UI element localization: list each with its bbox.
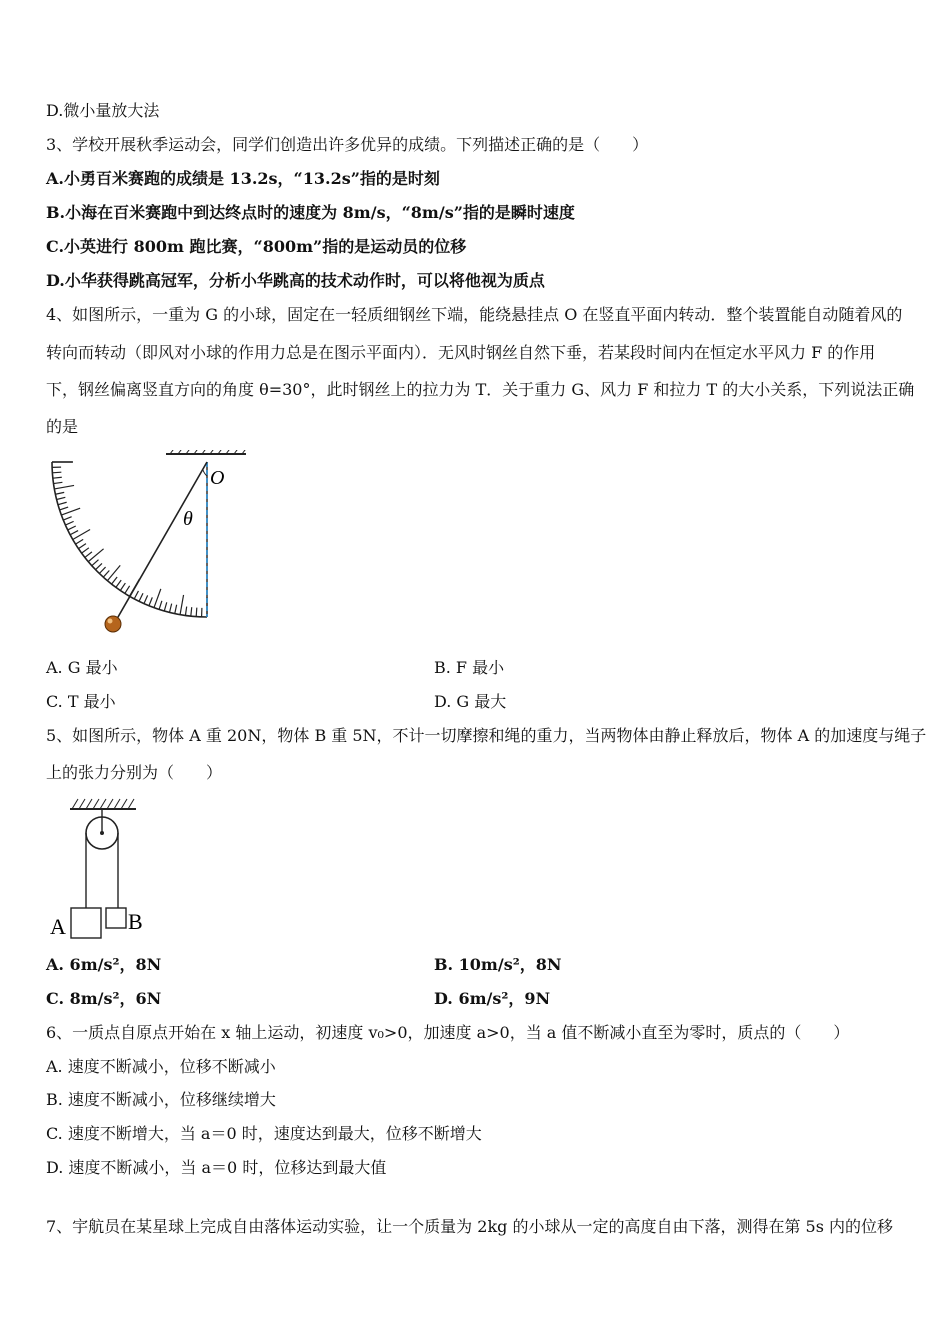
protractor-tick [76, 539, 84, 544]
q6-option-b: B. 速度不断减小，位移继续增大 [46, 1090, 276, 1109]
q4-stem-line3: 下，钢丝偏离竖直方向的角度 θ=30°，此时钢丝上的拉力为 T．关于重力 G、风力 F 和拉力 T 的大小关系，下列说法正确 [46, 380, 915, 399]
q4-option-a: A. G 最小 [46, 658, 118, 677]
protractor-tick [180, 595, 183, 615]
q4-stem-line2: 转向而转动（即风对小球的作用力总是在图示平面内）．无风时钢丝自然下垂，若某段时间内在恒定水平风力 F 的作用 [46, 343, 876, 362]
protractor-tick [134, 591, 138, 599]
protractor-tick [68, 526, 76, 530]
protractor-arc-outer [52, 462, 207, 617]
prev-option-d: D.微小量放大法 [46, 101, 160, 120]
q3-option-d: D.小华获得跳高冠军，分析小华跳高的技术动作时，可以将他视为质点 [46, 271, 545, 290]
q6-option-a: A. 速度不断减小，位移不断减小 [46, 1057, 276, 1076]
protractor-tick [164, 602, 166, 611]
q3-option-a: A.小勇百米赛跑的成绩是 13.2s，“13.2s”指的是时刻 [46, 169, 440, 188]
protractor-tick [116, 580, 121, 587]
q5-option-b: B. 10m/s²，8N [434, 955, 562, 974]
ball-icon [105, 616, 121, 632]
q5-option-d: D. 6m/s²，9N [434, 989, 551, 1008]
q4-stem-line1: 4、如图所示，一重为 G 的小球，固定在一轻质细钢丝下端，能绕悬挂点 O 在竖直平面内转动．整个装置能自动随着风的 [46, 305, 903, 324]
protractor-tick [63, 517, 71, 520]
protractor-tick [112, 577, 118, 584]
q3-option-b: B.小海在百米赛跑中到达终点时的速度为 8m/s，“8m/s”指的是瞬时速度 [46, 203, 575, 222]
block-a-label: A [50, 914, 66, 939]
q4-stem-line4: 的是 [46, 417, 79, 436]
q3-option-c: C.小英进行 800m 跑比赛，“800m”指的是运动员的位移 [46, 237, 467, 256]
protractor-tick [61, 508, 80, 515]
protractor-tick [70, 531, 78, 535]
protractor-tick [103, 570, 109, 577]
protractor-tick [107, 565, 120, 580]
q3-stem: 3、学校开展秋季运动会，同学们创造出许多优异的成绩。下列描述正确的是（ ） [46, 135, 649, 154]
protractor-tick [54, 482, 63, 483]
q6-option-d: D. 速度不断减小，当 a＝0 时，位移达到最大值 [46, 1158, 387, 1177]
protractor-tick [58, 502, 67, 504]
block-a [71, 908, 101, 938]
protractor-tick [82, 548, 89, 553]
protractor-tick [185, 607, 186, 616]
protractor-tick [92, 560, 99, 566]
q7-stem-line1: 7、宇航员在某星球上完成自由落体运动实验，让一个质量为 2kg 的小球从一定的高度自由下落，测得在第 5s 内的位移 [46, 1217, 894, 1236]
protractor-tick [191, 607, 192, 616]
protractor-tick [170, 604, 172, 613]
q4-option-d: D. G 最大 [434, 692, 507, 711]
protractor-ticks [52, 462, 207, 617]
protractor-tick [65, 521, 73, 525]
q4-pendulum-figure [46, 450, 256, 640]
protractor-tick [73, 530, 90, 540]
q5-stem-line1: 5、如图所示，物体 A 重 20N，物体 B 重 5N，不计一切摩擦和绳的重力，当两物体由静止释放后，物体 A 的加速度与绳子 [46, 726, 927, 745]
q5-option-a: A. 6m/s²，8N [46, 955, 162, 974]
protractor-tick [78, 544, 85, 549]
protractor-tick [125, 586, 130, 594]
protractor-tick [196, 608, 197, 617]
q5-stem-line2: 上的张力分别为（ ） [46, 763, 223, 782]
q5-option-c: C. 8m/s²，6N [46, 989, 162, 1008]
ceiling-hatch [72, 799, 134, 809]
protractor-tick [60, 507, 69, 510]
q5-pulley-figure [46, 795, 156, 940]
protractor-tick [149, 597, 152, 605]
protractor-tick [88, 549, 103, 562]
protractor-tick [159, 601, 162, 610]
protractor-tick [144, 595, 148, 603]
protractor-tick [96, 563, 102, 569]
protractor-tick [85, 552, 92, 558]
theta-label: θ [183, 508, 193, 530]
q6-option-c: C. 速度不断增大，当 a＝0 时，速度达到最大，位移不断增大 [46, 1124, 482, 1143]
protractor-tick [120, 583, 125, 590]
q4-option-c: C. T 最小 [46, 692, 116, 711]
protractor-tick [57, 497, 66, 499]
ball-highlight [108, 619, 113, 624]
protractor-tick [55, 492, 64, 494]
block-b [106, 908, 126, 928]
protractor-tick [175, 605, 177, 614]
point-o-label: O [210, 467, 225, 489]
protractor-tick [53, 477, 62, 478]
q4-option-b: B. F 最小 [434, 658, 505, 677]
pulley-axle [100, 831, 104, 835]
q6-stem: 6、一质点自原点开始在 x 轴上运动，初速度 v₀>0，加速度 a>0，当 a 值不断减小直至为零时，质点的（ ） [46, 1023, 850, 1042]
protractor-tick [99, 567, 105, 573]
protractor-tick [139, 593, 143, 601]
block-b-label: B [128, 909, 143, 934]
wire-line [114, 462, 207, 624]
protractor-tick [54, 485, 74, 488]
protractor-tick [154, 589, 161, 608]
protractor-tick [52, 472, 61, 473]
